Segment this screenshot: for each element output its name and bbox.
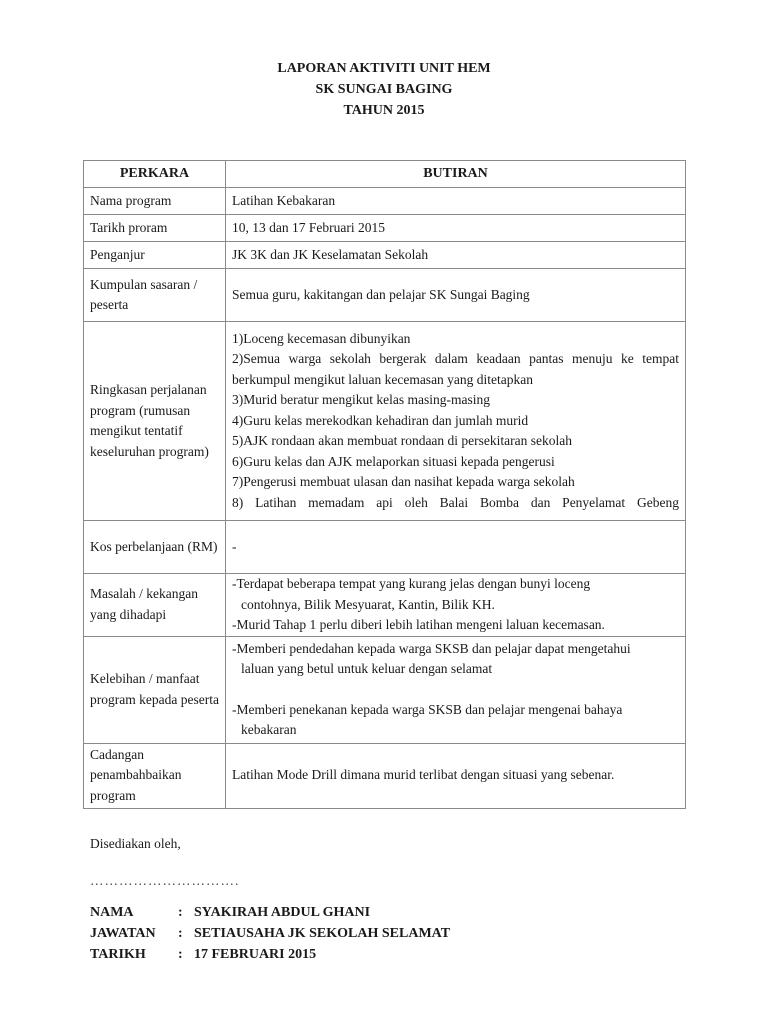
colon: : <box>178 905 183 920</box>
target-label: Kumpulan sasaran / peserta <box>84 269 226 322</box>
table-row <box>84 188 686 215</box>
summary-step: 7)Pengerusi membuat ulasan dan nasihat kepada warga sekolah <box>232 474 575 490</box>
report-heading <box>0 58 768 121</box>
date-value: 10, 13 dan 17 Februari 2015 <box>226 215 686 242</box>
table-row <box>84 322 686 521</box>
benefit-line: kebakaran <box>241 722 297 737</box>
problem-line: -Terdapat beberapa tempat yang kurang jelas dengan bunyi loceng <box>232 576 591 591</box>
position-value: SETIAUSAHA JK SEKOLAH SELAMAT <box>194 926 451 941</box>
table-header-row <box>84 161 686 188</box>
signature-name-row <box>90 902 450 923</box>
summary-step: 1)Loceng kecemasan dibunyikan <box>232 330 411 346</box>
position-label: JAWATAN <box>90 926 156 941</box>
summary-steps <box>226 322 686 521</box>
summary-step: 5)AJK rondaan akan membuat rondaan di persekitaran sekolah <box>232 433 573 449</box>
problem-label: Masalah / kekangan yang dihadapi <box>84 574 226 637</box>
summary-step: 4)Guru kelas merekodkan kehadiran dan jumlah murid <box>232 412 529 428</box>
organizer-value: JK 3K dan JK Keselamatan Sekolah <box>226 242 686 269</box>
table-row <box>84 574 686 637</box>
problem-line: -Murid Tahap 1 perlu diberi lebih latihan mengeni laluan kecemasan. <box>232 617 605 632</box>
suggestion-label: Cadangan penambahbaikan program <box>84 743 226 808</box>
report-title: LAPORAN AKTIVITI UNIT HEM <box>277 61 491 76</box>
summary-step: 2)Semua warga sekolah bergerak dalam keadaan pantas menuju ke tempat berkumpul mengikut laluan kecemasan yang ditetapkan <box>232 351 679 387</box>
cost-value: - <box>226 521 686 574</box>
name-label: NAMA <box>90 905 134 920</box>
organizer-label: Penganjur <box>84 242 226 269</box>
prepared-by: Disediakan oleh, <box>90 836 181 851</box>
colon: : <box>178 926 183 941</box>
report-table <box>83 160 686 809</box>
table-row <box>84 269 686 322</box>
date-value: 17 FEBRUARI 2015 <box>194 947 317 962</box>
table-row <box>84 636 686 743</box>
column-header-butiran: BUTIRAN <box>226 161 686 188</box>
benefit-label: Kelebihan / manfaat program kepada peserta <box>84 636 226 743</box>
program-label: Nama program <box>84 188 226 215</box>
signature-block <box>90 902 450 965</box>
table-row <box>84 215 686 242</box>
date-label: TARIKH <box>90 947 146 962</box>
summary-step: 3)Murid beratur mengikut kelas masing-masing <box>232 392 490 408</box>
school-name: SK SUNGAI BAGING <box>315 82 453 97</box>
date-label: Tarikh proram <box>84 215 226 242</box>
benefit-line: -Memberi penekanan kepada warga SKSB dan pelajar mengenai bahaya <box>232 701 623 717</box>
benefit-line: -Memberi pendedahan kepada warga SKSB dan pelajar dapat mengetahui <box>232 640 631 656</box>
table-row <box>84 743 686 808</box>
colon: : <box>178 947 183 962</box>
summary-step: 8) Latihan memadam api oleh Balai Bomba dan Penyelamat Gebeng <box>232 494 679 510</box>
target-value: Semua guru, kakitangan dan pelajar SK Sungai Baging <box>226 269 686 322</box>
signature-position-row <box>90 923 450 944</box>
signature-line: …………………………. <box>90 873 240 888</box>
problem-value <box>226 574 686 637</box>
report-year: TAHUN 2015 <box>343 103 425 118</box>
signature-date-row <box>90 944 450 965</box>
table-row <box>84 242 686 269</box>
problem-line: contohnya, Bilik Mesyuarat, Kantin, Bilik KH. <box>241 596 495 612</box>
name-value: SYAKIRAH ABDUL GHANI <box>194 905 371 920</box>
suggestion-value: Latihan Mode Drill dimana murid terlibat dengan situasi yang sebenar. <box>226 743 686 808</box>
column-header-perkara: PERKARA <box>84 161 226 188</box>
cost-label: Kos perbelanjaan (RM) <box>84 521 226 574</box>
summary-step: 6)Guru kelas dan AJK melaporkan situasi kepada pengerusi <box>232 453 555 469</box>
benefit-line: laluan yang betul untuk keluar dengan selamat <box>241 661 493 676</box>
program-value: Latihan Kebakaran <box>226 188 686 215</box>
summary-label: Ringkasan perjalanan program (rumusan mengikut tentatif keseluruhan program) <box>84 322 226 521</box>
benefit-value <box>226 636 686 743</box>
table-row <box>84 521 686 574</box>
